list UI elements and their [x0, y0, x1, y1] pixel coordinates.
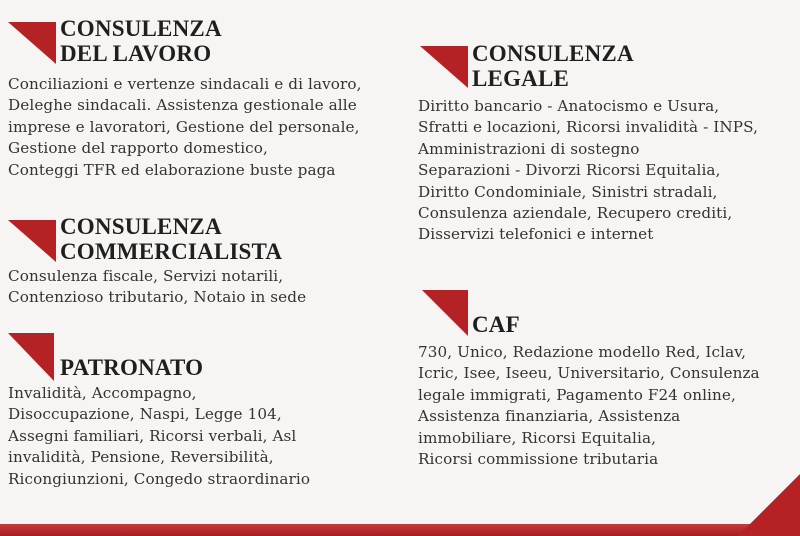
body-line: immobiliare, Ricorsi Equitalia,: [418, 428, 657, 447]
body-line: Diritto bancario - Anatocismo e Usura,: [418, 97, 720, 115]
body-line: Disservizi telefonici e internet: [418, 225, 654, 244]
body-line: Invalidità, Accompagno,: [8, 384, 197, 402]
heading-line-2: COMMERCIALISTA: [60, 239, 283, 264]
section-consulenza-lavoro: [8, 14, 362, 181]
section-body: [8, 266, 306, 309]
body-line: Deleghe sindacali. Assistenza gestionale alle: [8, 96, 357, 115]
section-heading: [8, 14, 362, 72]
triangle-icon: [420, 46, 468, 88]
section-patronato: [8, 333, 310, 490]
body-line: Ricongiunzioni, Congedo straordinario: [8, 469, 311, 488]
body-line: Icric, Isee, Iseeu, Universitario, Consulenza: [418, 364, 760, 383]
body-line: Gestione del rapporto domestico,: [8, 139, 268, 158]
body-line: Assistenza finanziaria, Assistenza: [418, 407, 681, 426]
heading-line-1: CONSULENZA: [60, 16, 222, 41]
body-line: Ricorsi commissione tributaria: [418, 450, 659, 469]
body-line: Disoccupazione, Naspi, Legge 104,: [8, 405, 282, 424]
body-line: Sfratti e locazioni, Ricorsi invalidità - INPS,: [418, 118, 758, 137]
body-line: Contenzioso tributario, Notaio in sede: [8, 288, 307, 307]
triangle-icon: [8, 333, 54, 381]
body-line: Consulenza fiscale, Servizi notarili,: [8, 267, 284, 285]
triangle-icon: [8, 22, 56, 64]
section-consulenza-commercialista: [8, 212, 306, 309]
heading-line-1: CONSULENZA: [60, 214, 222, 239]
body-line: legale immigrati, Pagamento F24 online,: [418, 385, 736, 404]
corner-accent: [738, 474, 800, 536]
heading-line-1: CAF: [472, 312, 520, 337]
body-line: Amministrazioni di sostegno: [418, 139, 640, 158]
section-body: [8, 383, 310, 490]
body-line: Separazioni - Divorzi Ricorsi Equitalia,: [418, 161, 721, 180]
body-line: Conteggi TFR ed elaborazione buste paga: [8, 160, 336, 179]
triangle-icon: [8, 220, 56, 262]
body-line: 730, Unico, Redazione modello Red, Iclav,: [418, 343, 747, 361]
section-heading: [8, 212, 306, 264]
section-caf: [418, 290, 760, 470]
body-line: Diritto Condominiale, Sinistri stradali,: [418, 182, 718, 201]
section-body: [418, 96, 758, 246]
body-line: invalidità, Pensione, Reversibilità,: [8, 448, 274, 467]
section-heading: [8, 333, 310, 383]
triangle-icon: [422, 290, 468, 336]
section-body: [418, 342, 760, 470]
heading-line-1: CONSULENZA: [472, 41, 634, 66]
body-line: Conciliazioni e vertenze sindacali e di lavoro,: [8, 75, 362, 93]
section-heading: [418, 290, 760, 342]
heading-line-2: DEL LAVORO: [60, 41, 212, 66]
section-consulenza-legale: [418, 40, 758, 246]
body-line: imprese e lavoratori, Gestione del personale,: [8, 117, 360, 136]
section-body: [8, 74, 362, 181]
body-line: Consulenza aziendale, Recupero crediti,: [418, 204, 733, 223]
body-line: Assegni familiari, Ricorsi verbali, Asl: [8, 426, 297, 445]
heading-line-2: LEGALE: [472, 66, 570, 91]
bottom-accent-bar: [0, 524, 800, 536]
heading-line-1: PATRONATO: [60, 355, 204, 380]
section-heading: [418, 40, 758, 96]
